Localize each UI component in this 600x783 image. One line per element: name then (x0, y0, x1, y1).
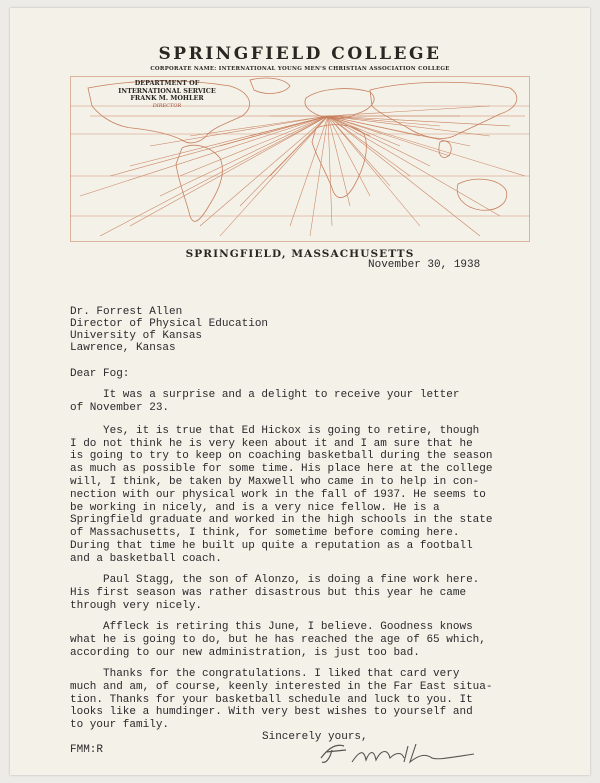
body-line: Affleck is retiring this June, I believe. Goodness knows (70, 621, 473, 633)
recipient-line: University of Kansas (70, 330, 203, 342)
body-line: nection with our physical work in the fall of 1937. He seems to (70, 489, 486, 501)
body-line: Thanks for the congratulations. I liked that card very (70, 668, 460, 680)
map-continent (250, 78, 290, 93)
letter-date: November 30, 1938 (368, 259, 481, 271)
body-line: much and am, of course, keenly interested in the Far East situa- (70, 681, 493, 693)
body-line: Paul Stagg, the son of Alonzo, is doing a fine work here. (70, 574, 480, 586)
map-route-line (328, 116, 332, 226)
recipient-line: Dr. Forrest Allen (70, 306, 183, 318)
map-continent (439, 141, 451, 158)
body-line: as much as possible for some time. His place here at the college (70, 463, 493, 475)
map-route-line (130, 116, 328, 166)
department-line: FRANK M. MOHLER (130, 94, 204, 103)
body-line: Yes, it is true that Ed Hickox is going to retire, though (70, 425, 480, 437)
body-line: His first season was rather disastrous but this year he came (70, 587, 467, 599)
body-line: of Massachusetts, I think, for sometime before coming here. (70, 527, 460, 539)
body-line: Springfield graduate and worked in the high schools in the state (70, 514, 493, 526)
map-route-line (328, 106, 490, 116)
department-line: INTERNATIONAL SERVICE (118, 86, 216, 95)
map-route-line (110, 116, 328, 176)
corporate-name: CORPORATE NAME: INTERNATIONAL YOUNG MEN'S CHRISTIAN ASSOCIATION COLLEGE (150, 66, 450, 72)
letterhead-city: SPRINGFIELD, MASSACHUSETTS (185, 248, 415, 260)
body-line: according to our new administration, is just too bad. (70, 647, 420, 659)
map-route-line (328, 116, 450, 156)
director-title: DIRECTOR (152, 102, 182, 109)
map-continent (305, 89, 374, 119)
body-line: I do not think he is very keen about it and I am sure that he (70, 438, 473, 450)
recipient-line: Director of Physical Education (70, 318, 269, 330)
body-line: of November 23. (70, 402, 170, 414)
department-line: DEPARTMENT OF (134, 79, 200, 87)
body-line: to your family. (70, 719, 170, 731)
map-route-line (328, 116, 500, 216)
body-line: will, I think, be taken by Maxwell who came in to help in con- (70, 476, 480, 488)
map-route-line (270, 116, 328, 176)
body-line: what he is going to do, but he has reached the age of 65 which, (70, 634, 486, 646)
map-route-line (80, 116, 328, 196)
body-line: looks like a humdinger. With very best wishes to yourself and (70, 706, 473, 718)
body-line: and a basketball coach. (70, 553, 222, 565)
body-line: tion. Thanks for your basketball schedule and luck to you. It (70, 694, 473, 706)
handwritten-signature (316, 738, 486, 768)
typist-initials: FMM:R (70, 744, 104, 756)
body-line: through very nicely. (70, 600, 203, 612)
closing: Sincerely yours, (262, 731, 368, 743)
body-line: It was a surprise and a delight to receive your letter (70, 389, 460, 401)
body-line: During that time he built up quite a reputation as a football (70, 540, 473, 552)
department-block (112, 80, 222, 110)
body-line: is going to try to keep on coaching basketball during the season (70, 450, 493, 462)
salutation: Dear Fog: (70, 368, 130, 380)
college-name: SPRINGFIELD COLLEGE (158, 44, 442, 64)
body-line: be working in nicely, and is a very nice fellow. He is a (70, 502, 440, 514)
recipient-line: Lawrence, Kansas (70, 342, 176, 354)
map-continent (176, 145, 222, 221)
